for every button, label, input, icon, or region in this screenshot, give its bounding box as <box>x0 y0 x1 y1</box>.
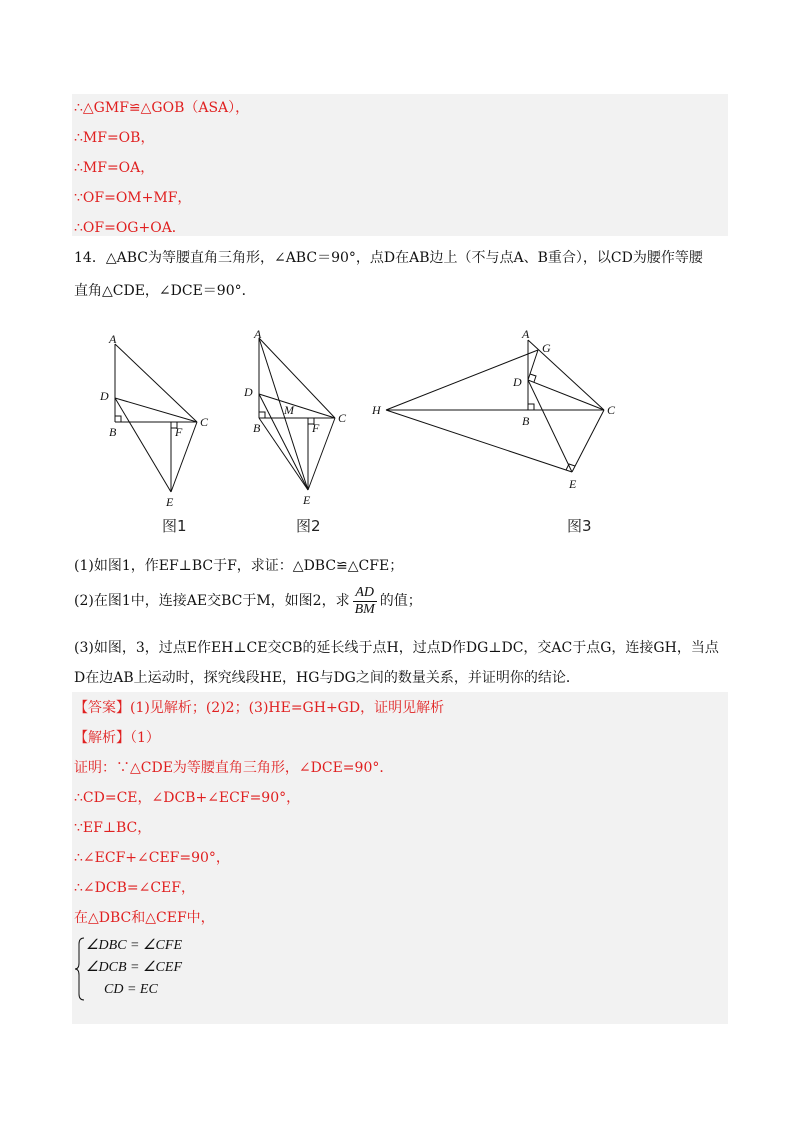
equation-1: ∠DBC = ∠CFE <box>86 938 182 953</box>
equation-3: CD = EC <box>104 982 158 997</box>
solution-line: ∴△GMF≌△GOB（ASA）， <box>74 100 250 116</box>
solution-line: 在△DBC和△CEF中， <box>74 910 215 926</box>
answer-text: (1)见解析；(2)2；(3)HE=GH+GD，证明见解析 <box>130 700 445 716</box>
fraction-numerator: AD <box>353 585 377 602</box>
seg-CE <box>572 410 604 472</box>
label-H: H <box>372 403 381 417</box>
figure-1-caption: 图1 <box>162 517 187 535</box>
equation-system <box>74 936 274 1002</box>
problem-statement-line-1 <box>74 248 703 268</box>
fraction-denominator: BM <box>354 601 375 617</box>
question-3-line-1: (3)如图，3，过点E作EH⊥CE交CB的延长线于点H，过点D作DG⊥DC，交AC于点G，连接GH，当点 <box>74 640 719 656</box>
label-D: D <box>100 389 109 403</box>
seg-DE <box>528 380 572 472</box>
solution-tag: 【解析】 <box>74 730 130 746</box>
solution-line: ∴MF=OA， <box>74 160 155 176</box>
right-angle-B <box>259 412 265 418</box>
solution-line: ∴∠DCB=∠CEF， <box>74 880 195 896</box>
label-B: B <box>109 425 117 439</box>
solution-header <box>74 728 160 748</box>
solution-line: 证明：∵△CDE为等腰直角三角形，∠DCE=90°． <box>74 760 394 776</box>
question-2 <box>74 584 422 618</box>
solution-line: ∴MF=OB， <box>74 130 155 146</box>
question-1: (1)如图1，作EF⊥BC于F，求证：△DBC≌△CFE； <box>74 558 404 574</box>
problem-number: 14． <box>74 250 106 266</box>
problem-text-1: △ABC为等腰直角三角形，∠ABC＝90°，点D在AB边上（不与点A、B重合），以CD为腰作等腰 <box>105 250 703 266</box>
label-C: C <box>338 411 347 425</box>
label-F: F <box>175 425 183 439</box>
answer-line <box>74 698 444 718</box>
label-G: G <box>542 341 551 355</box>
label-B: B <box>522 414 530 428</box>
label-E: E <box>166 495 174 509</box>
left-brace <box>74 936 86 1002</box>
question-2-suffix: 的值； <box>379 593 422 609</box>
solution-line: ∵EF⊥BC， <box>74 820 152 836</box>
solution-line: ∴OF=OG+OA． <box>74 220 186 236</box>
answer-tag: 【答案】 <box>74 700 130 716</box>
label-F: F <box>312 421 320 435</box>
figure-3-caption: 图3 <box>567 517 592 535</box>
figure-1 <box>95 328 220 513</box>
label-C: C <box>607 403 616 417</box>
figure-2 <box>238 326 358 514</box>
label-A: A <box>254 327 262 341</box>
solution-line: ∴CD=CE，∠DCB+∠ECF=90°， <box>74 790 301 806</box>
label-E: E <box>303 493 311 507</box>
label-D: D <box>244 385 253 399</box>
figure-3 <box>368 324 628 502</box>
equation-2: ∠DCB = ∠CEF <box>86 960 182 975</box>
problem-statement-line-2: 直角△CDE，∠DCE＝90°． <box>74 283 256 299</box>
seg-HE <box>386 410 572 472</box>
right-angle-B <box>115 416 121 422</box>
solution-line: ∴∠ECF+∠CEF=90°， <box>74 850 230 866</box>
solution-part: （1） <box>130 730 160 746</box>
seg-AC <box>528 340 604 410</box>
question-3-line-2: D在边AB上运动时，探究线段HE，HG与DG之间的数量关系，并证明你的结论． <box>74 670 580 686</box>
label-D: D <box>513 375 522 389</box>
solution-line: ∵OF=OM+MF， <box>74 190 192 206</box>
label-M: M <box>284 403 294 417</box>
seg-BE <box>259 418 308 490</box>
figure-2-caption: 图2 <box>296 517 321 535</box>
seg-DC <box>528 380 604 410</box>
fraction-AD-over-BM <box>353 585 377 618</box>
label-A: A <box>522 327 530 341</box>
question-2-prefix: (2)在图1中，连接AE交BC于M，如图2，求 <box>74 593 350 609</box>
label-B: B <box>253 421 261 435</box>
label-E: E <box>569 477 577 491</box>
label-C: C <box>200 415 209 429</box>
label-A: A <box>109 332 117 346</box>
right-angle-B <box>528 404 534 410</box>
